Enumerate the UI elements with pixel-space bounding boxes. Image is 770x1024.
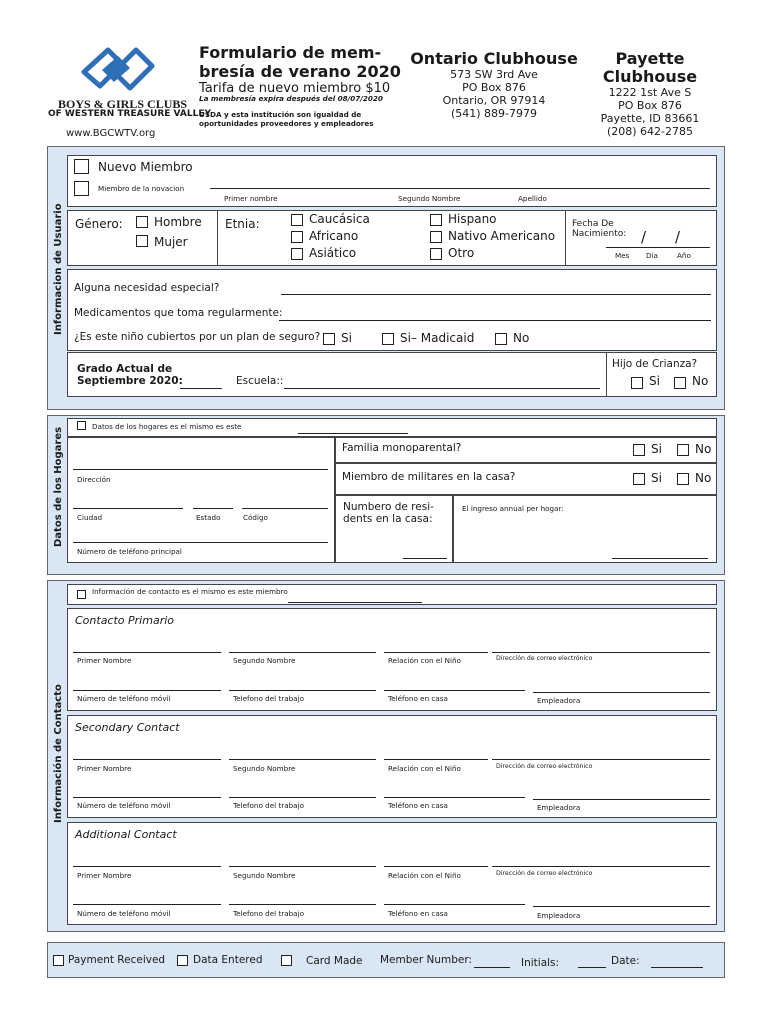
ontario-clubhouse [406, 50, 582, 120]
additional-home-phone-label: Teléfono en casa [388, 909, 448, 918]
african-label: Africano [309, 229, 359, 243]
additional-middle-name-label: Segundo Nombre [233, 871, 296, 880]
primary-email-line[interactable] [492, 652, 710, 653]
primary-relation-line[interactable] [384, 652, 488, 653]
dob-label-line1: Fecha De [572, 219, 614, 229]
grade-line[interactable] [180, 388, 222, 389]
address-line[interactable] [73, 469, 328, 470]
dob-input-line[interactable] [606, 247, 710, 248]
secondary-email-label: Dirección de correo electrónico [496, 763, 593, 770]
foster-yes-label: Si [649, 374, 660, 388]
insurance-no-checkbox[interactable] [495, 333, 507, 345]
dob-label-line2: Nacimiento: [572, 229, 627, 239]
military-no-checkbox[interactable] [677, 473, 689, 485]
expiry-text: La membresía expira después del 08/07/2020 [199, 94, 383, 103]
residents-line[interactable] [403, 558, 447, 559]
hispanic-checkbox[interactable] [430, 214, 442, 226]
secondary-home-phone-line[interactable] [384, 797, 525, 798]
ethnicity-label: Etnia: [225, 217, 260, 231]
additional-middle-name-line[interactable] [229, 866, 376, 867]
additional-contact-title: Additional Contact [75, 828, 177, 841]
special-need-label: Alguna necesidad especial? [74, 282, 220, 294]
contact-section-label: Información de Contacto [53, 684, 64, 823]
primary-employer-label: Empleadora [537, 696, 581, 705]
primary-mobile-line[interactable] [73, 690, 221, 691]
asian-checkbox[interactable] [291, 248, 303, 260]
additional-work-phone-line[interactable] [229, 904, 376, 905]
demographics-divider-2 [565, 210, 566, 266]
primary-home-phone-label: Teléfono en casa [388, 694, 448, 703]
special-need-line[interactable] [281, 294, 711, 295]
secondary-middle-name-label: Segundo Nombre [233, 764, 296, 773]
single-parent-yes-label: Si [651, 442, 662, 456]
boys-girls-club-logo-icon [78, 44, 158, 96]
card-made-label: Card Made [306, 955, 363, 967]
additional-relation-line[interactable] [384, 866, 488, 867]
address-label: Dirección [77, 475, 111, 484]
contact-same-line[interactable] [288, 602, 422, 603]
ontario-address1: 573 SW 3rd Ave [450, 68, 538, 81]
additional-relation-label: Relación con el Niño [388, 871, 461, 880]
payment-received-checkbox[interactable] [53, 955, 64, 966]
primary-work-phone-line[interactable] [229, 690, 376, 691]
secondary-relation-label: Relación con el Niño [388, 764, 461, 773]
native-american-checkbox[interactable] [430, 231, 442, 243]
demographics-divider-1 [217, 210, 218, 266]
residents-label-line2: dents en la casa: [343, 513, 433, 525]
school-line[interactable] [284, 388, 600, 389]
payette-address2: PO Box 876 [618, 99, 682, 112]
single-parent-no-checkbox[interactable] [677, 444, 689, 456]
renewal-checkbox[interactable] [74, 181, 89, 196]
payette-clubhouse [588, 50, 712, 138]
grade-label-line1: Grado Actual de [77, 363, 173, 375]
secondary-mobile-line[interactable] [73, 797, 221, 798]
primary-relation-label: Relación con el Niño [388, 656, 461, 665]
card-made-checkbox[interactable] [281, 955, 292, 966]
household-same-line[interactable] [298, 433, 408, 434]
new-member-label: Nuevo Miembro [98, 160, 193, 174]
usda-line1: USDA y esta institución son igualdad de [199, 110, 362, 119]
secondary-employer-label: Empleadora [537, 803, 581, 812]
income-label: El ingreso annual per hogar: [462, 504, 564, 513]
native-american-label: Nativo Americano [448, 229, 556, 243]
asian-label: Asiático [309, 246, 357, 260]
middle-name-label: Segundo Nombre [398, 194, 461, 203]
household-same-label: Datos de los hogares es el mismo es este [92, 422, 242, 431]
primary-contact-title: Contacto Primario [75, 614, 174, 627]
additional-email-label: Dirección de correo electrónico [496, 870, 593, 877]
state-line[interactable] [193, 508, 233, 509]
city-label: Ciudad [77, 513, 103, 522]
additional-first-name-label: Primer Nombre [77, 871, 132, 880]
dob-slash-2: / [675, 228, 681, 246]
household-section-label: Datos de los Hogares [53, 426, 64, 547]
secondary-mobile-label: Número de teléfono móvil [77, 801, 171, 810]
name-line[interactable] [210, 188, 710, 189]
user-section-label: Informacion de Usuario [53, 203, 64, 335]
org-name: BOYS & GIRLS CLUBS [58, 97, 188, 111]
gender-label: Género: [75, 217, 123, 231]
secondary-contact-title: Secondary Contact [75, 721, 180, 734]
secondary-work-phone-label: Telefono del trabajo [233, 801, 304, 810]
org-subname: OF WESTERN TREASURE VALLEY [48, 109, 212, 119]
additional-mobile-label: Número de teléfono móvil [77, 909, 171, 918]
insurance-medicaid-checkbox[interactable] [382, 333, 394, 345]
initials-line[interactable] [578, 967, 606, 968]
data-entered-label: Data Entered [193, 954, 263, 966]
household-same-checkbox[interactable] [77, 421, 86, 430]
other-checkbox[interactable] [430, 248, 442, 260]
insurance-medicaid-label: Si– Madicaid [400, 331, 475, 345]
additional-employer-label: Empleadora [537, 911, 581, 920]
website: www.BGCWTV.org [66, 128, 156, 139]
foster-no-checkbox[interactable] [674, 377, 686, 389]
primary-first-name-line[interactable] [73, 652, 221, 653]
zip-line[interactable] [242, 508, 328, 509]
ontario-name: Ontario Clubhouse [410, 49, 578, 68]
single-parent-yes-checkbox[interactable] [633, 444, 645, 456]
hispanic-label: Hispano [448, 212, 497, 226]
medication-label: Medicamentos que toma regularmente: [74, 307, 283, 319]
dob-day-label: Día [646, 251, 658, 260]
primary-email-label: Dirección de correo electrónico [496, 655, 593, 662]
ontario-phone: (541) 889-7979 [450, 107, 538, 120]
zip-label: Código [243, 513, 268, 522]
single-parent-no-label: No [695, 442, 712, 456]
primary-mobile-label: Número de teléfono móvil [77, 694, 171, 703]
date-label: Date: [611, 955, 640, 967]
date-line[interactable] [651, 967, 703, 968]
male-label: Hombre [154, 215, 202, 229]
military-yes-label: Si [651, 471, 662, 485]
last-name-label: Apellido [518, 194, 547, 203]
african-checkbox[interactable] [291, 231, 303, 243]
school-label: Escuela:: [236, 375, 284, 387]
secondary-employer-line[interactable] [533, 799, 710, 800]
other-label: Otro [448, 246, 475, 260]
additional-employer-line[interactable] [533, 906, 710, 907]
fee-text: Tarifa de nuevo miembro $10 [199, 81, 391, 96]
dob-month-label: Mes [615, 251, 630, 260]
ontario-address3: Ontario, OR 97914 [442, 94, 546, 107]
payette-name2: Clubhouse [602, 67, 698, 86]
dob-year-label: Año [677, 251, 691, 260]
secondary-email-line[interactable] [492, 759, 710, 760]
renewal-label: Miembro de la novacion [98, 184, 185, 193]
single-parent-label: Familia monoparental? [342, 442, 462, 454]
primary-employer-line[interactable] [533, 692, 710, 693]
payette-phone: (208) 642-2785 [606, 125, 694, 138]
contact-same-checkbox[interactable] [77, 590, 86, 599]
primary-work-phone-label: Telefono del trabajo [233, 694, 304, 703]
insurance-label: ¿Es este niño cubiertos por un plan de seguro? [74, 331, 321, 343]
primary-middle-name-line[interactable] [229, 652, 376, 653]
ontario-address2: PO Box 876 [462, 81, 526, 94]
additional-mobile-line[interactable] [73, 904, 221, 905]
form-title-line2: bresía de verano 2020 [199, 62, 401, 81]
secondary-middle-name-line[interactable] [229, 759, 376, 760]
additional-email-line[interactable] [492, 866, 710, 867]
address-panel [67, 437, 335, 563]
state-label: Estado [196, 513, 221, 522]
foster-no-label: No [692, 374, 709, 388]
city-line[interactable] [73, 508, 183, 509]
insurance-yes-checkbox[interactable] [323, 333, 335, 345]
usda-line2: oportunidades proveedores y empleadores [199, 119, 374, 128]
income-line[interactable] [612, 558, 708, 559]
insurance-no-label: No [513, 331, 530, 345]
additional-first-name-line[interactable] [73, 866, 221, 867]
secondary-first-name-label: Primer Nombre [77, 764, 132, 773]
additional-home-phone-line[interactable] [384, 904, 525, 905]
payette-address1: 1222 1st Ave S [608, 86, 692, 99]
insurance-yes-label: Si [341, 331, 352, 345]
payment-received-label: Payment Received [68, 954, 166, 966]
secondary-relation-line[interactable] [384, 759, 488, 760]
school-divider [606, 352, 607, 397]
military-no-label: No [695, 471, 712, 485]
primary-first-name-label: Primer Nombre [77, 656, 132, 665]
caucasian-checkbox[interactable] [291, 214, 303, 226]
primary-middle-name-label: Segundo Nombre [233, 656, 296, 665]
female-label: Mujer [154, 235, 188, 249]
residents-label-line1: Numbero de resi- [343, 501, 434, 513]
caucasian-label: Caucásica [309, 212, 370, 226]
member-number-label: Member Number: [380, 954, 473, 966]
secondary-home-phone-label: Teléfono en casa [388, 801, 448, 810]
dob-slash-1: / [641, 228, 647, 246]
primary-home-phone-line[interactable] [384, 690, 525, 691]
male-checkbox[interactable] [136, 216, 148, 228]
female-checkbox[interactable] [136, 235, 148, 247]
form-title-line1: Formulario de mem- [199, 43, 382, 62]
phone-line[interactable] [73, 542, 328, 543]
foster-yes-checkbox[interactable] [631, 377, 643, 389]
first-name-label: Primer nombre [224, 194, 278, 203]
secondary-first-name-line[interactable] [73, 759, 221, 760]
grade-label-line2: Septiembre 2020: [77, 375, 183, 387]
phone-label: Número de teléfono principal [77, 547, 182, 556]
secondary-work-phone-line[interactable] [229, 797, 376, 798]
payette-address3: Payette, ID 83661 [600, 112, 700, 125]
payette-name1: Payette [615, 49, 685, 68]
foster-label: Hijo de Crianza? [612, 358, 698, 370]
new-member-checkbox[interactable] [74, 159, 89, 174]
data-entered-checkbox[interactable] [177, 955, 188, 966]
contact-same-label: Información de contacto es el mismo es este miembro [92, 587, 288, 596]
military-yes-checkbox[interactable] [633, 473, 645, 485]
additional-work-phone-label: Telefono del trabajo [233, 909, 304, 918]
medication-line[interactable] [279, 320, 711, 321]
initials-label: Initials: [521, 957, 560, 969]
military-label: Miembro de militares en la casa? [342, 471, 516, 483]
member-number-line[interactable] [474, 967, 510, 968]
